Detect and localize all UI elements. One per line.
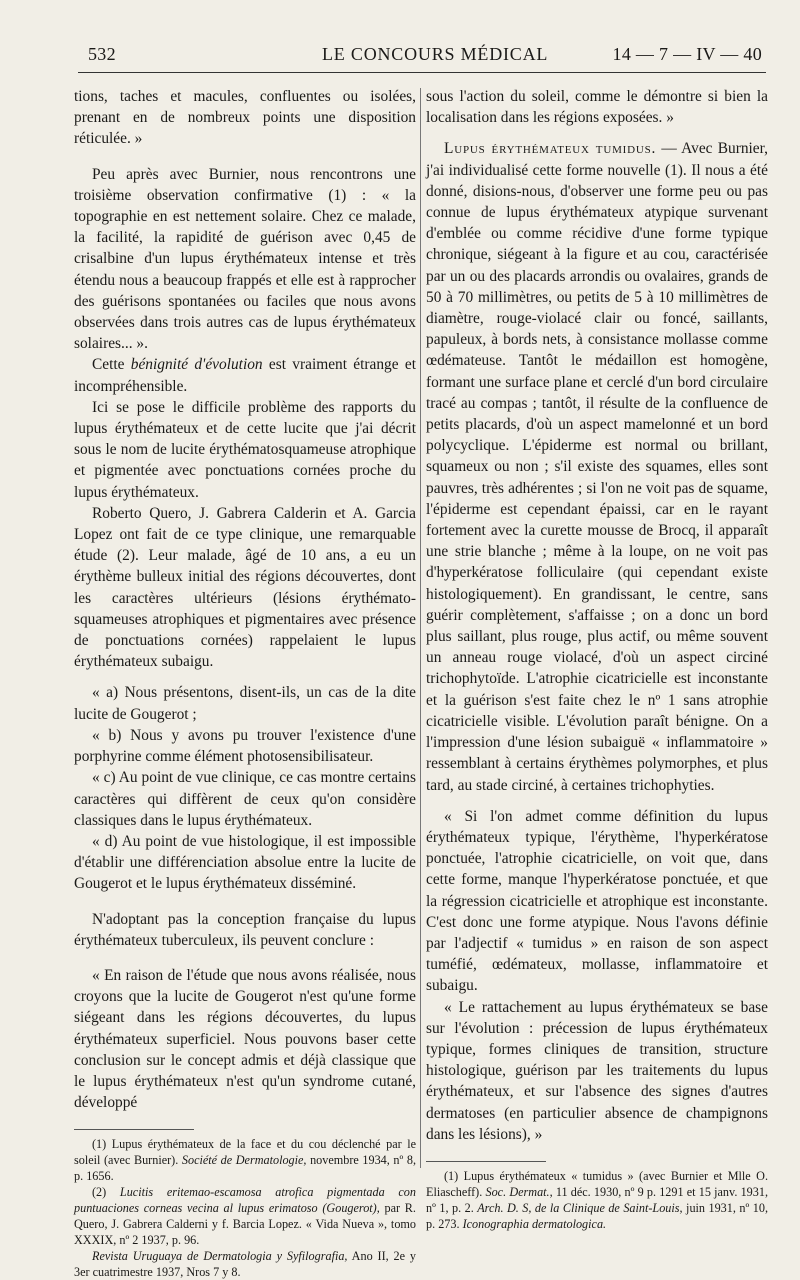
journal-title: LE CONCOURS MÉDICAL [322,44,549,64]
footnote: (2) Lucitis eritemao-escamosa atrofica pigmentada con puntuaciones corneas vecina al lupus erimatoso (Gougerot), par R. Quero, J. Gabrera Calderni y f. Barcia Lopez. « Vida Nueva », tomo XXXIX, nº 2 1937, p. 96. [74,1185,416,1248]
right-column [426,86,768,1232]
footnote: (1) Lupus érythémateux de la face et du cou déclenché par le soleil (avec Burnier). Société de Dermatologie, novembre 1934, nº 8, p. 1656. [74,1137,416,1184]
paragraph: « a) Nous présentons, disent-ils, un cas de la dite lucite de Gougerot ; [74,684,416,723]
footnote: Revista Uruguaya de Dermatologia y Syfilografia, Ano II, 2e y 3er cuatrimestre 1937, Nros 7 y 8. [74,1249,416,1280]
paragraph: « Le rattachement au lupus érythémateux se base sur l'évolution : précession de lupus érythémateux typique, formes cliniques de transition, structure histologique, guérison par les traitements du lupus érythémateux, et sur l'absence des signes d'autres dermatoses (en particulier absence de champignons dans les lésions), » [426,998,768,1143]
footnote: (1) Lupus érythémateux « tumidus » (avec Burnier et Mlle O. Eliascheff). Soc. Dermat., 11 déc. 1930, nº 9 p. 1291 et 15 janv. 1931, nº 1, p. 2. Arch. D. S, de la Clinique de Saint-Louis, juin 1931, nº 10, p. 273. Iconographia dermatologica. [426,1168,768,1231]
paragraph: « Si l'on admet comme définition du lupus érythémateux typique, l'érythème, l'hyperkératose ponctuée, l'atrophie cicatricielle, on voit que, dans cette forme, manque l'hyperkératose ponctuée, et que la régression cicatricielle et atrophique est inconstante. C'est donc une forme atypique. Nous l'avons définie par l'adjectif « tumidus » en raison de son aspect tuméfié, œdémateux, mollasse, inflammatoire et subaigu. [426,807,768,995]
page-header [72,44,762,70]
left-column [74,86,416,1280]
paragraph: « En raison de l'étude que nous avons réalisée, nous croyons que la lucite de Gougerot n'est qu'une forme siégeant dans les régions découvertes, du lupus érythémateux superficiel. Nous pouvons baser cette conclusion sur le concept admis et déjà classique que le lupus érythémateux n'est qu'un syndrome cutané, développé [74,966,416,1112]
italic-phrase: bénignité d'évolution [130,356,263,374]
paragraph: Ici se pose le difficile problème des rapports du lupus érythémateux et de cette lucite que j'ai décrit sous le nom de lucite érythématosquameuse atrophique et pigmentée avec ponctuations cornées proche du lupus érythémateux. [74,398,416,501]
paragraph: « b) Nous y avons pu trouver l'existence d'une porphyrine comme élément photosensibilisateur. [74,726,416,766]
paragraph: N'adoptant pas la conception française du lupus érythémateux tuberculeux, ils peuvent conclure : [74,910,416,949]
issue-date: 14 — 7 — IV — 40 [612,44,762,64]
paragraph: « d) Au point de vue histologique, il est impossible d'établir une différenciation absolue entre la lucite de Gougerot et le lupus érythémateux disséminé. [74,832,416,893]
paragraph: sous l'action du soleil, comme le démontre si bien la localisation dans les régions exposées. » [426,88,768,127]
paragraph: Cette bénignité d'évolution est vraiment étrange et incompréhensible. [74,356,416,395]
page-number: 532 [88,44,116,64]
paragraph: Roberto Quero, J. Gabrera Calderin et A. Garcia Lopez ont fait de ce type clinique, une remarquable étude (2). Leur malade, âgé de 10 ans, a eu un érythème bulleux initial des régions découvertes, dont les caractères ultérieurs (lésions érythémato-squameuses atrophiques et pigmentaires avec présence de ponctuations cornées) rappelaient le lupus érythémateux subaigu. [74,504,416,671]
column-divider [420,88,421,1168]
paragraph: « c) Au point de vue clinique, ce cas montre certains caractères qui diffèrent de ceux qu'on considère classiques dans le lupus érythémateux. [74,769,416,829]
paragraph: tions, taches et macules, confluentes ou isolées, prenant en de nombreux points une disposition réticulée. » [74,88,416,148]
paragraph: Peu après avec Burnier, nous rencontrons une troisième observation confirmative (1) : « la topographie en est nettement solaire. Chez ce malade, la facilité, la rapidité de guérison avec 0,45 de crisalbine d'un lupus érythémateux intense et très étendu nous a beaucoup frappés et elle est à rapprocher des guérisons spontanées ou faciles que nous avons observées dans trois autres cas de lupus érythémateux solaires... ». [74,165,416,353]
footnote-rule [426,1161,546,1162]
section-heading: Lupus érythémateux tumidus. [444,140,657,158]
footnote-rule [74,1129,194,1130]
header-rule [78,72,766,73]
paragraph: Lupus érythémateux tumidus. — Avec Burnier, j'ai individualisé cette forme nouvelle (1). Il nous a été donné, disions-nous, d'observer une forme peu ou pas connue de lupus érythémateux atypique survenant d'emblée ou comme récidive d'une forme typique chronique, siégeant à la figure et au cou, caractérisée par un ou des placards arrondis ou ovalaires, grands de 50 à 70 millimètres, ou petits de 5 à 10 millimètres de diamètre, rouge-violacé clair ou foncé, saillants, papuleux, à bords nets, à consistance mollasse comme œdémateuse. Tantôt le médaillon est homogène, formant une surface plane et cerclé d'un bord circulaire tracé au compas ; tantôt, il résulte de la confluence de petits placards, d'où un aspect mamelonné et un bord polycyclique. L'épiderme est normal ou brillant, squameux ou non ; s'il existe des squames, elles sont pauvres, très adhérentes ; si l'on ne voit pas de squame, l'épiderme est cependant épaissi, car en le rayant fortement avec la curette mousse de Brocq, il apparaît une strie blanche ; même à la loupe, on ne voit pas d'hyperkératose folliculaire (qui cependant existe histologiquement). En grandissant, le centre, sans guérir complètement, s'affaisse ; on a donc un bord plus saillant, plus rouge, plus actif, ou même souvent un anneau rouge violacé, d'où un aspect circiné trichophytoïde. L'atrophie cicatricielle est inconstante et la guérison s'est faite chez le nº 1 sans atrophie cicatricielle visible. L'évolution paraît bénigne. On a l'impression d'une lésion subaiguë « inflammatoire » ressemblant à certains érythèmes polymorphes, et plus tard, au stade circiné, à certaines trichophyties. [426,140,768,794]
